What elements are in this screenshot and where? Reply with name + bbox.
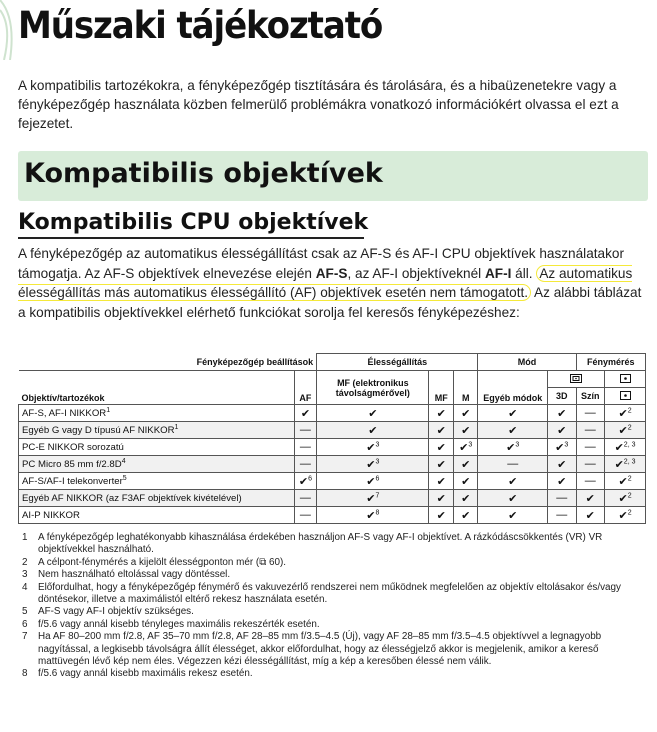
footnote-text: f/5.6 vagy annál kisebb tényleges maximális rekeszérték esetén. [38,618,320,630]
cell-mf-rangefinder: ✔$^8$ [317,507,429,524]
col-af: AF [294,371,316,405]
cell-m: ✔ [453,456,478,473]
matrix-metering-icon [547,371,604,388]
header-metering: Fénymérés [576,354,646,371]
footnote [22,569,642,581]
footnote-text: f/5.6 vagy annál kisebb maximális rekesz esetén. [38,668,253,680]
cell-color: — [576,439,605,456]
cell-color: ✔ [576,490,605,507]
footnote [22,532,642,557]
section-header [18,151,648,201]
lens-name: PC Micro 85 mm $f/2.8D^4$ [19,456,295,473]
footnote [22,582,642,607]
cell-spot: ✔$^2$ [605,405,646,422]
col-mf-rangefinder: MF (elektronikus távolságmérővel) [317,371,429,405]
af-s-label: AF-S [315,265,348,281]
col-mf: MF [429,371,454,405]
body-text-4: Az alábbi táblázat a kompatibilis objektívekkel elérhető funkciókat sorolja fel keresős fényképezéshez: [18,285,642,320]
cell-mf: ✔ [429,456,454,473]
cell-3d: ✔$^3$ [547,439,576,456]
cell-af: ✔$^6$ [294,473,316,490]
cell-mf: ✔ [429,405,454,422]
footnote [22,631,642,668]
footnotes-list [22,532,642,681]
cell-m: ✔ [453,422,478,439]
footnote-text: Előfordulhat, hogy a fényképezőgép fénymérő és vakuvezérlő rendszerei nem működnek megfelelően az objektív eltolásakor és/vagy döntésekor, illetve a maximálistól eltérő rekesz használata esetén. [38,581,621,606]
lens-name: PC-E NIKKOR sorozatú [19,439,295,456]
cell-other-modes: ✔ [478,507,547,524]
cell-other-modes: ✔ [478,422,547,439]
subsection-title: Kompatibilis CPU objektívek [18,210,369,235]
cell-m: ✔ [453,405,478,422]
page-title: Műszaki tájékoztató [18,4,383,47]
body-text-1: A fényképezőgép az automatikus élességállítást csak az AF-S és AF-I CPU objektívek használatakor támogatja. Az AF-S objektívek elnevezése elején [18,246,624,281]
cell-mf: ✔ [429,490,454,507]
table-row [19,473,646,490]
footnote-number: 1 [22,532,28,543]
cell-3d: ✔ [547,473,576,490]
footnote [22,619,642,631]
cell-color: — [576,473,605,490]
lens-name: AF-S/AF-I telekonverter$^5$ [19,473,295,490]
spot-metering-icon [605,371,646,388]
cell-color: — [576,405,605,422]
cell-spot: ✔$^2$ [605,473,646,490]
table-row [19,456,646,473]
cell-mf-rangefinder: ✔$^3$ [317,456,429,473]
cell-3d: — [547,490,576,507]
cell-color: — [576,456,605,473]
footnote [22,557,642,569]
highlighted-sentence: Az automatikus élességállítás más automatikus élességállító (AF) objektívek esetén nem támogatott. [18,265,633,300]
lens-name: Egyéb AF NIKKOR (az F3AF objektívek kivételével) [19,490,295,507]
footnote-number: 6 [22,618,28,630]
cell-m: ✔ [453,473,478,490]
cell-mf: ✔ [429,439,454,456]
section-title: Kompatibilis objektívek [24,158,383,189]
table-row [19,507,646,524]
cell-spot: ✔$^{2, 3}$ [605,439,646,456]
cell-spot: ✔$^2$ [605,507,646,524]
cell-other-modes: ✔$^3$ [478,439,547,456]
cell-af: — [294,439,316,456]
cell-3d: ✔ [547,422,576,439]
cell-spot: ✔$^2$ [605,490,646,507]
footnote [22,606,642,618]
compatibility-table [18,353,646,524]
header-camera-settings: Fényképezőgép beállítások [19,354,317,371]
footnote-number: 7 [22,631,28,643]
footnote-number: 5 [22,606,28,618]
cell-af: ✔ [294,405,316,422]
table-row [19,405,646,422]
table-row [19,439,646,456]
cell-mf-rangefinder: ✔$^6$ [317,473,429,490]
cell-spot: ✔$^2$ [605,422,646,439]
footnote-text: AF-S vagy AF-I objektív szükséges. [38,606,194,618]
footnote-text: Nem használható eltolással vagy döntéssel. [38,569,231,581]
cell-mf: ✔ [429,473,454,490]
cell-color: ✔ [576,507,605,524]
cell-mf-rangefinder: ✔ [317,405,429,422]
cell-other-modes: ✔ [478,473,547,490]
cell-other-modes: — [478,456,547,473]
header-lens: Objektív/tartozékok [19,371,295,405]
col-color: Szín [576,388,605,405]
col-other-modes: Egyéb módok [478,371,547,405]
cell-mf-rangefinder: ✔$^3$ [317,439,429,456]
cell-3d: — [547,507,576,524]
cell-m: ✔$^3$ [453,439,478,456]
cell-m: ✔ [453,490,478,507]
cell-af: — [294,490,316,507]
cell-mf-rangefinder: ✔ [317,422,429,439]
footnote-number: 4 [22,581,28,593]
lens-name: AI-P NIKKOR [19,507,295,524]
body-text-3: áll. [511,265,537,281]
cell-spot: ✔$^{2, 3}$ [605,456,646,473]
col-m: M [453,371,478,405]
cell-mf: ✔ [429,507,454,524]
footnote-number: 2 [22,556,28,568]
table-row [19,422,646,439]
footnote-text: A célpont-fénymérés a kijelölt élességponton mér (⧉ 60). [38,556,287,568]
cell-color: — [576,422,605,439]
cell-3d: ✔ [547,456,576,473]
footnote-number: 3 [22,569,28,581]
footnote [22,668,642,680]
header-focus: Élességállítás [317,354,478,371]
body-paragraph [18,244,650,322]
footnote-text: Ha AF 80–200 mm f/2.8, AF 35–70 mm f/2.8, AF 28–85 mm f/3.5–4.5 (Új), vagy AF 28–85 mm f/3.5–4.5 objektívvel a legnagyobb nagyítással, a legkisebb távolságra állít élességet, akkor előfordulhat, hogy az élességjelző akkor is megjelenik, amikor a kereső mattüvegén lévő kép nem éles. Végezzen kézi élességállítást, míg a kép a keresőben élessé nem válik. [38,631,602,668]
cell-mf: ✔ [429,422,454,439]
lens-name: Egyéb G vagy D típusú AF NIKKOR$^1$ [19,422,295,439]
footnote-text: A fényképezőgép leghatékonyabb kihasználása érdekében használjon AF-S vagy AF-I objektívet. A rázkódáscsökkentés (VR) VR objektívekkel használható. [38,532,603,556]
cell-m: ✔ [453,507,478,524]
af-i-label: AF-I [484,265,512,281]
intro-paragraph: A kompatibilis tartozékokra, a fényképezőgép tisztítására és tárolására, és a hibaüzenetekre vagy a fényképezőgép használata közben felmerülő problémákra vonatkozó információkért olvassa el ezt a fejezetet. [18,78,619,131]
col-3d: 3D [547,388,576,405]
cell-af: — [294,456,316,473]
cell-3d: ✔ [547,405,576,422]
footnote-number: 8 [22,668,28,680]
spot-metering-icon [605,388,646,405]
table-row [19,490,646,507]
cell-mf-rangefinder: ✔$^7$ [317,490,429,507]
lens-name: AF-S, AF-I NIKKOR$^1$ [19,405,295,422]
cell-other-modes: ✔ [478,405,547,422]
cell-other-modes: ✔ [478,490,547,507]
cell-af: — [294,422,316,439]
body-text-2: , az AF-I objektíveknél [347,265,485,281]
header-mode: Mód [478,354,576,371]
cell-af: — [294,507,316,524]
subsection-underline [18,237,364,239]
